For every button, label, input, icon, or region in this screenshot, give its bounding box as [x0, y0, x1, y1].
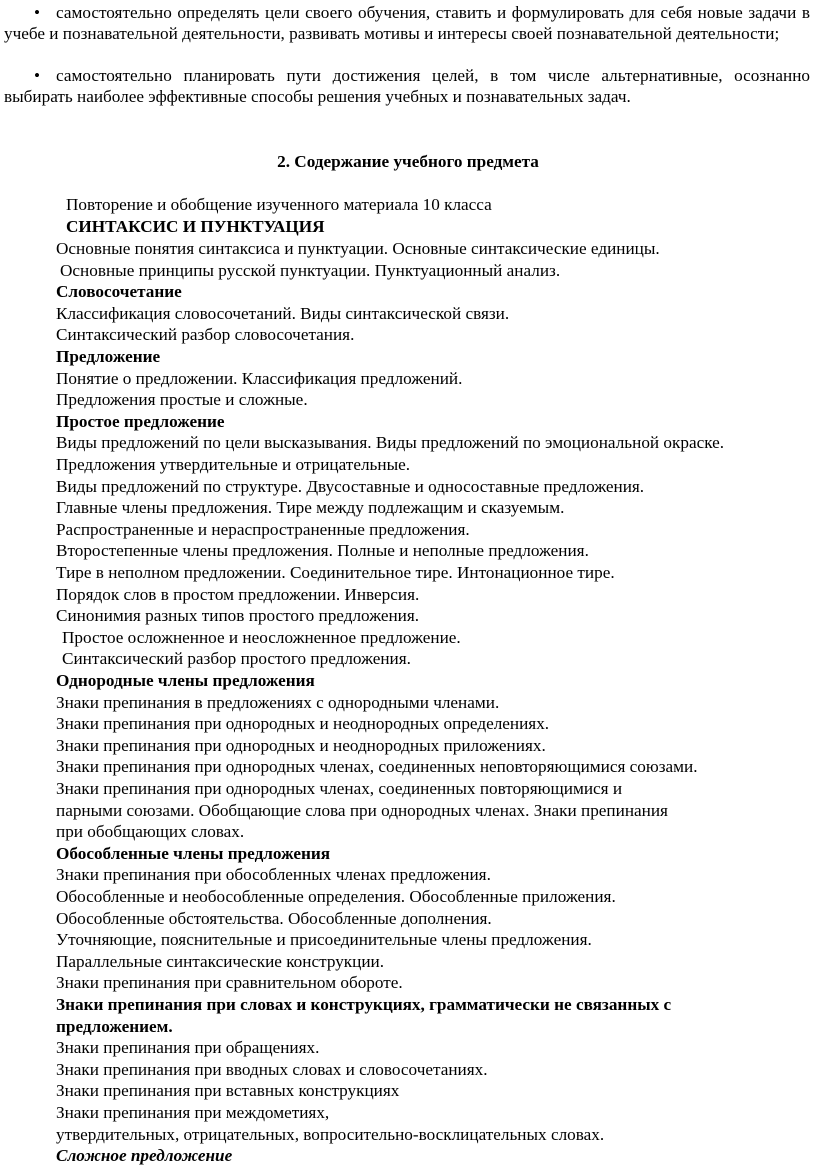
content-line: парными союзами. Обобщающие слова при однородных членах. Знаки препинания	[56, 800, 668, 820]
content-line: Параллельные синтаксические конструкции.	[56, 951, 385, 971]
content-line: Знаки препинания при однородных и неоднородных определениях.	[56, 714, 550, 734]
bullet-mark: •	[34, 66, 41, 85]
content-line: Второстепенные члены предложения. Полные и неполные предложения.	[56, 541, 589, 561]
content-line: Порядок слов в простом предложении. Инверсия.	[56, 584, 420, 604]
goal-item-1	[4, 2, 810, 44]
part-title: СИНТАКСИС И ПУНКТУАЦИЯ	[66, 217, 325, 236]
content-line: Распространенные и нераспространенные предложения.	[56, 519, 470, 539]
goal-text-2: самостоятельно планировать пути достижения целей, в том числе альтернативные, осознанно выбирать наиболее эффективные способы решения учебных и познавательных задач.	[4, 66, 810, 106]
content-line: Знаки препинания при обособленных членах предложения.	[56, 865, 491, 885]
content-line: Знаки препинания при однородных членах, соединенных неповторяющимися союзами.	[56, 757, 698, 777]
content-line: Синтаксический разбор словосочетания.	[56, 325, 355, 345]
content-line: Тире в неполном предложении. Соединительное тире. Интонационное тире.	[56, 563, 615, 582]
content-line: Знаки препинания при сравнительном обороте.	[56, 973, 403, 993]
content-line: Знаки препинания при вставных конструкциях	[56, 1081, 400, 1101]
subheading-slozhnoe-predlozhenie: Сложное предложение	[56, 1146, 233, 1166]
section-title: 2. Содержание учебного предмета	[277, 152, 539, 171]
content-line: при обобщающих словах.	[56, 822, 245, 842]
subheading-odnorodnye-chleny: Однородные члены предложения	[56, 671, 315, 690]
content-line: утвердительных, отрицательных, вопросительно-восклицательных словах.	[56, 1124, 605, 1144]
content-line: Знаки препинания при однородных и неоднородных приложениях.	[56, 735, 546, 755]
content-line: Синтаксический разбор простого предложения.	[62, 649, 411, 669]
content-line: Предложения утвердительные и отрицательные.	[56, 455, 411, 474]
content-line: Понятие о предложении. Классификация предложений.	[56, 368, 463, 388]
subheading-prostoe-predlozhenie: Простое предложение	[56, 411, 225, 431]
goal-item-2	[4, 65, 810, 107]
subheading-predlozhenie: Предложение	[56, 347, 161, 366]
goal-text-1: самостоятельно определять цели своего обучения, ставить и формулировать для себя новые задачи в учебе и познавательной деятельности, развивать мотивы и интересы своей познавательной деятельности;	[4, 3, 810, 43]
subheading-slovosochetanie: Словосочетание	[56, 282, 182, 302]
content-line: Простое осложненное и неосложненное предложение.	[62, 627, 461, 647]
content-line: Знаки препинания при междометиях,	[56, 1103, 330, 1122]
bullet-mark: •	[34, 3, 41, 22]
content-line: Основные понятия синтаксиса и пунктуации. Основные синтаксические единицы.	[56, 239, 660, 258]
subheading-znaki-ne-svyazannye: Знаки препинания при словах и конструкциях, грамматически не связанных с	[56, 995, 672, 1014]
content-line: Знаки препинания в предложениях с однородными членами.	[56, 692, 500, 712]
content-line: Основные принципы русской пунктуации. Пунктуационный анализ.	[60, 260, 561, 280]
content-line: Главные члены предложения. Тире между подлежащим и сказуемым.	[56, 498, 565, 518]
content-line: Обособленные и необособленные определения. Обособленные приложения.	[56, 887, 616, 906]
content-line: Обособленные обстоятельства. Обособленные дополнения.	[56, 908, 492, 928]
content-line: Знаки препинания при обращениях.	[56, 1038, 320, 1058]
content-line: Синонимия разных типов простого предложения.	[56, 606, 420, 626]
content-line: Классификация словосочетаний. Виды синтаксической связи.	[56, 303, 510, 323]
content-line: Предложения простые и сложные.	[56, 390, 308, 410]
content-line: Знаки препинания при однородных членах, соединенных повторяющимися и	[56, 779, 623, 798]
intro-text: Повторение и обобщение изученного материала 10 класса	[66, 195, 492, 214]
subheading-znaki-ne-svyazannye-cont: предложением.	[56, 1016, 173, 1036]
content-line: Виды предложений по цели высказывания. Виды предложений по эмоциональной окраске.	[56, 433, 725, 453]
content-line: Уточняющие, пояснительные и присоединительные члены предложения.	[56, 930, 592, 950]
content-line: Знаки препинания при вводных словах и словосочетаниях.	[56, 1059, 488, 1079]
content-line: Виды предложений по структуре. Двусоставные и односоставные предложения.	[56, 476, 645, 496]
subheading-obosoblennye-chleny: Обособленные члены предложения	[56, 843, 331, 863]
